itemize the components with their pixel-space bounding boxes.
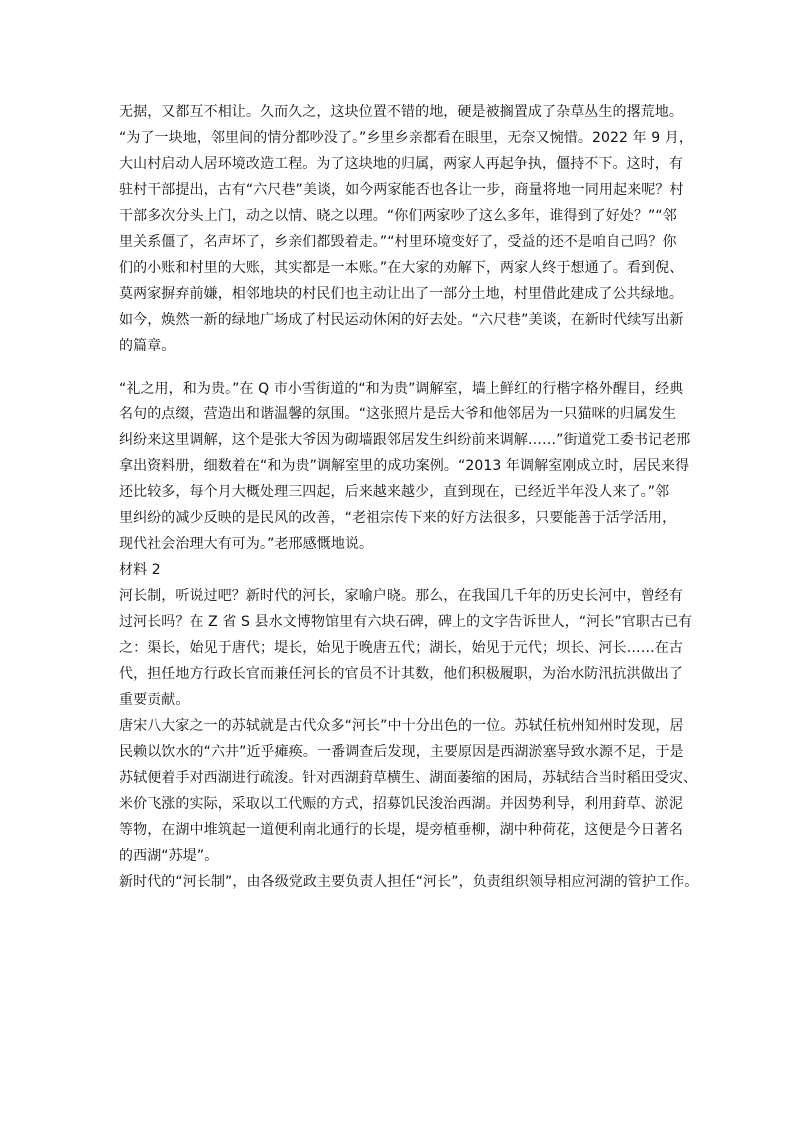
text-line: 驻村干部提出，古有“六尺巷”美谈，如今两家能否也各让一步，商量将地一同用起来呢？村 [119, 182, 684, 198]
text-line: 材料 2 [119, 562, 161, 578]
text-line: 米价飞涨的实际，采取以工代赈的方式，招募饥民浚治西湖。并因势利导，利用葑草、淤泥 [119, 796, 683, 812]
text-line: 莫两家摒弃前嫌，相邻地块的村民们也主动让出了一部分土地，村里借此建成了公共绿地。 [119, 286, 683, 302]
text-line: 里纠纷的减少反映的是民风的改善，“老祖宗传下来的好方法很多，只要能善于活学活用， [119, 510, 677, 526]
text-line: 苏轼便着手对西湖进行疏浚。针对西湖葑草横生、湖面萎缩的困局，苏轼结合当时稻田受灾、 [119, 770, 698, 786]
text-line: 等物，在湖中堆筑起一道便利南北通行的长堤，堤旁植垂柳，湖中种荷花，这便是今日著名 [119, 822, 683, 838]
text-line: 干部多次分头上门，动之以情、晓之以理。“你们两家吵了这么多年，谁得到了好处？”“邻 [119, 208, 677, 224]
text-line: 纠纷来这里调解，这个是张大爷因为砌墙跟邻居发生纠纷前来调解……”街道党工委书记老邢 [119, 432, 691, 448]
text-line: 还比较多，每个月大概处理三四起，后来越来越少，直到现在，已经近半年没人来了。”邻 [119, 484, 670, 500]
text-line: 唐宋八大家之一的苏轼就是古代众多“河长”中十分出色的一位。苏轼任杭州知州时发现，居 [119, 718, 684, 734]
text-line: 现代社会治理大有可为。”老邢感慨地说。 [119, 536, 374, 552]
text-line: 拿出资料册，细数着在“和为贵”调解室里的成功案例。“2013 年调解室刚成立时，居民来得 [119, 458, 690, 474]
text-line: 里关系僵了，名声坏了，乡亲们都毁着走。”“村里环境变好了，受益的还不是咱自己吗？你 [119, 234, 677, 250]
text-line: “礼之用，和为贵。”在 Q 市小雪街道的“和为贵”调解室，墙上鲜红的行楷字格外醒目，经典 [119, 381, 684, 397]
text-line: 的西湖“苏堤”。 [119, 848, 219, 864]
text-line: 之：渠长，始见于唐代；堤长，始见于晚唐五代；湖长，始见于元代；坝长、河长……在古 [119, 640, 683, 656]
text-line: 新时代的“河长制”，由各级党政主要负责人担任“河长”，负责组织领导相应河湖的管护工作。 [119, 874, 699, 890]
text-line: 重要贡献。 [119, 692, 190, 708]
text-line: 民赖以饮水的“六井”近乎瘫痪。一番调查后发现，主要原因是西湖淤塞导致水源不足，于是 [119, 744, 684, 760]
text-line: 们的小账和村里的大账，其实都是一本账。”在大家的劝解下，两家人终于想通了。看到倪、 [119, 260, 684, 276]
text-line: 代，担任地方行政长官而兼任河长的官员不计其数，他们积极履职，为治水防汛抗洪做出了 [119, 666, 683, 682]
text-line: 名句的点缀，营造出和谐温馨的氛围。“这张照片是岳大爷和他邻居为一只猫咪的归属发生 [119, 406, 677, 422]
text-line: 的篇章。 [119, 338, 176, 354]
text-line: 过河长吗？在 Z 省 S 县水文博物馆里有六块石碑，碑上的文字告诉世人，“河长”官职古已有 [119, 614, 693, 630]
text-line: 河长制，听说过吧？新时代的河长，家喻户晓。那么，在我国几千年的历史长河中，曾经有 [119, 588, 683, 604]
text-line: “为了一块地，邻里间的情分都吵没了。”乡里乡亲都看在眼里，无奈又惋惜。2022 年 9 月， [119, 130, 693, 146]
text-line: 无据，又都互不相让。久而久之，这块位置不错的地，硬是被搁置成了杂草丛生的撂荒地。 [119, 104, 683, 120]
text-line: 如今，焕然一新的绿地广场成了村民运动休闲的好去处。“六尺巷”美谈，在新时代续写出新 [119, 312, 684, 328]
text-line: 大山村启动人居环境改造工程。为了这块地的归属，两家人再起争执，僵持不下。这时，有 [119, 156, 683, 172]
